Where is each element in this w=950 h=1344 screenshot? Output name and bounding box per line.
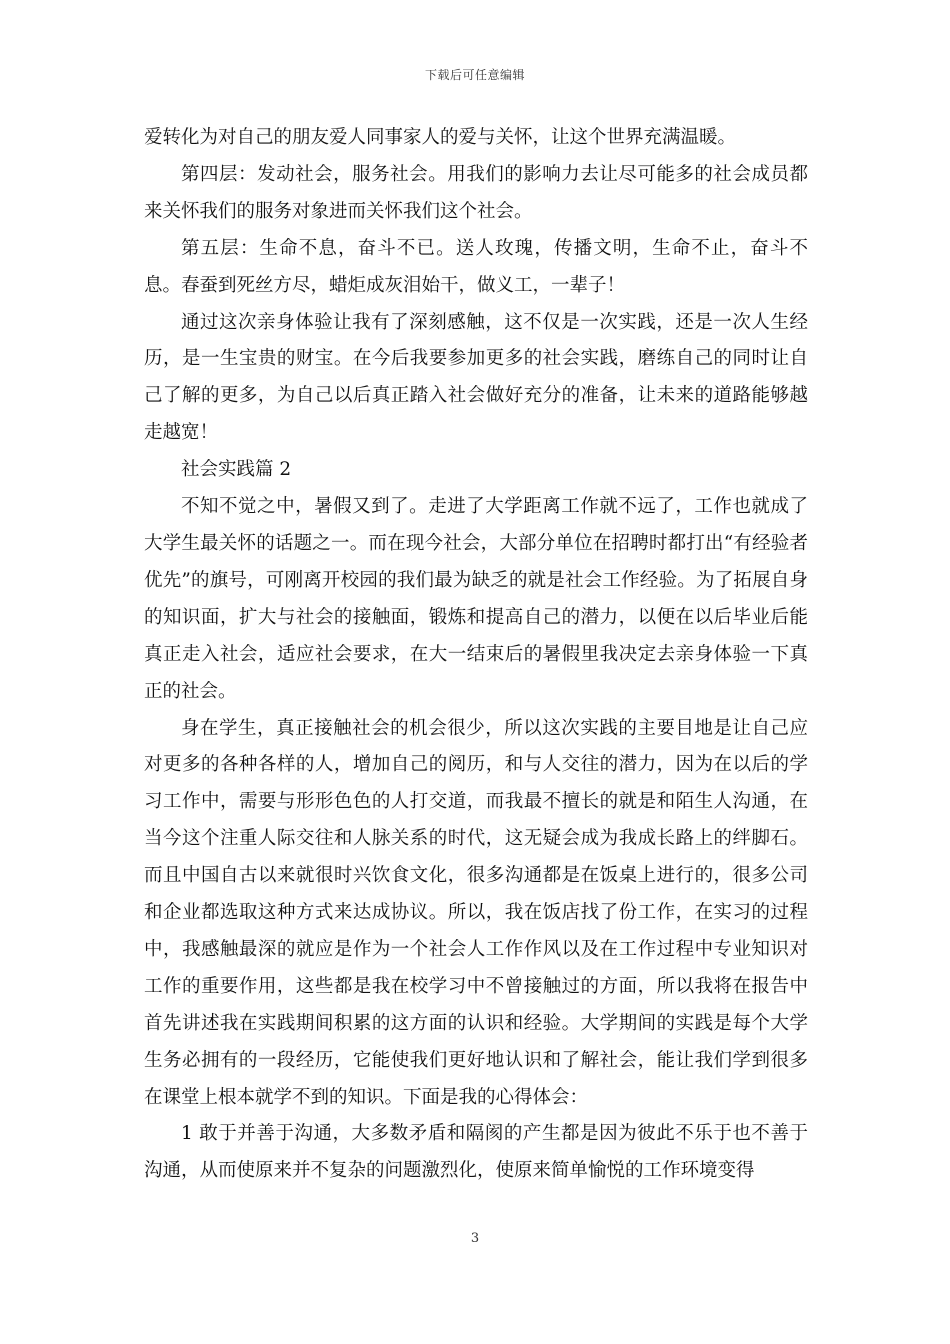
paragraph-point-one: 1 敢于并善于沟通，大多数矛盾和隔阂的产生都是因为彼此不乐于也不善于沟通，从而使原来并不复杂的问题激烈化，使原来简单愉悦的工作环境变得 xyxy=(144,1123,808,1182)
paragraph-continuation: 爱转化为对自己的朋友爱人同事家人的爱与关怀，让这个世界充满温暖。 xyxy=(144,127,737,148)
page-number: 3 xyxy=(470,1231,480,1246)
paragraph-reflection: 通过这次亲身体验让我有了深刻感触，这不仅是一次实践，还是一次人生经历，是一生宝贵的财宝。在今后我要参加更多的社会实践，磨练自己的同时让自己了解的更多，为自己以后真正踏入社会做好充分的准备，让未来的道路能够越走越宽！ xyxy=(144,311,808,444)
document-body xyxy=(144,120,808,1190)
section-heading: 社会实践篇 2 xyxy=(181,459,292,481)
paragraph-level-four: 第四层：发动社会，服务社会。用我们的影响力去让尽可能多的社会成员都来关怀我们的服务对象进而关怀我们这个社会。 xyxy=(144,163,808,222)
paragraph-level-five: 第五层：生命不息，奋斗不已。送人玫瑰，传播文明，生命不止，奋斗不息。春蚕到死丝方尽，蜡炬成灰泪始干，做义工，一辈子！ xyxy=(144,237,808,296)
paragraph-introduction: 不知不觉之中，暑假又到了。走进了大学距离工作就不远了，工作也就成了大学生最关怀的话题之一。而在现今社会，大部分单位在招聘时都打出“有经验者优先”的旗号，可刚离开校园的我们最为缺乏的就是社会工作经验。为了拓展自身的知识面，扩大与社会的接触面，锻炼和提高自己的潜力，以便在以后毕业后能真正走入社会，适应社会要求，在大一结束后的暑假里我决定去亲身体验一下真正的社会。 xyxy=(144,496,808,702)
paragraph-purpose: 身在学生，真正接触社会的机会很少，所以这次实践的主要目地是让自己应对更多的各种各样的人，增加自己的阅历，和与人交往的潜力，因为在以后的学习工作中，需要与形形色色的人打交道，而我最不擅长的就是和陌生人沟通，在当今这个注重人际交往和人脉关系的时代，这无疑会成为我成长路上的绊脚石。而且中国自古以来就很时兴饮食文化，很多沟通都是在饭桌上进行的，很多公司和企业都选取这种方式来达成协议。所以，我在饭店找了份工作，在实习的过程中，我感触最深的就应是作为一个社会人工作作风以及在工作过程中专业知识对工作的重要作用，这些都是我在校学习中不曾接触过的方面，所以我将在报告中首先讲述我在实践期间积累的这方面的认识和经验。大学期间的实践是每个大学生务必拥有的一段经历，它能使我们更好地认识和了解社会，能让我们学到很多在课堂上根本就学不到的知识。下面是我的心得体会： xyxy=(144,717,808,1108)
page-header: 下载后可任意编辑 xyxy=(424,68,525,82)
